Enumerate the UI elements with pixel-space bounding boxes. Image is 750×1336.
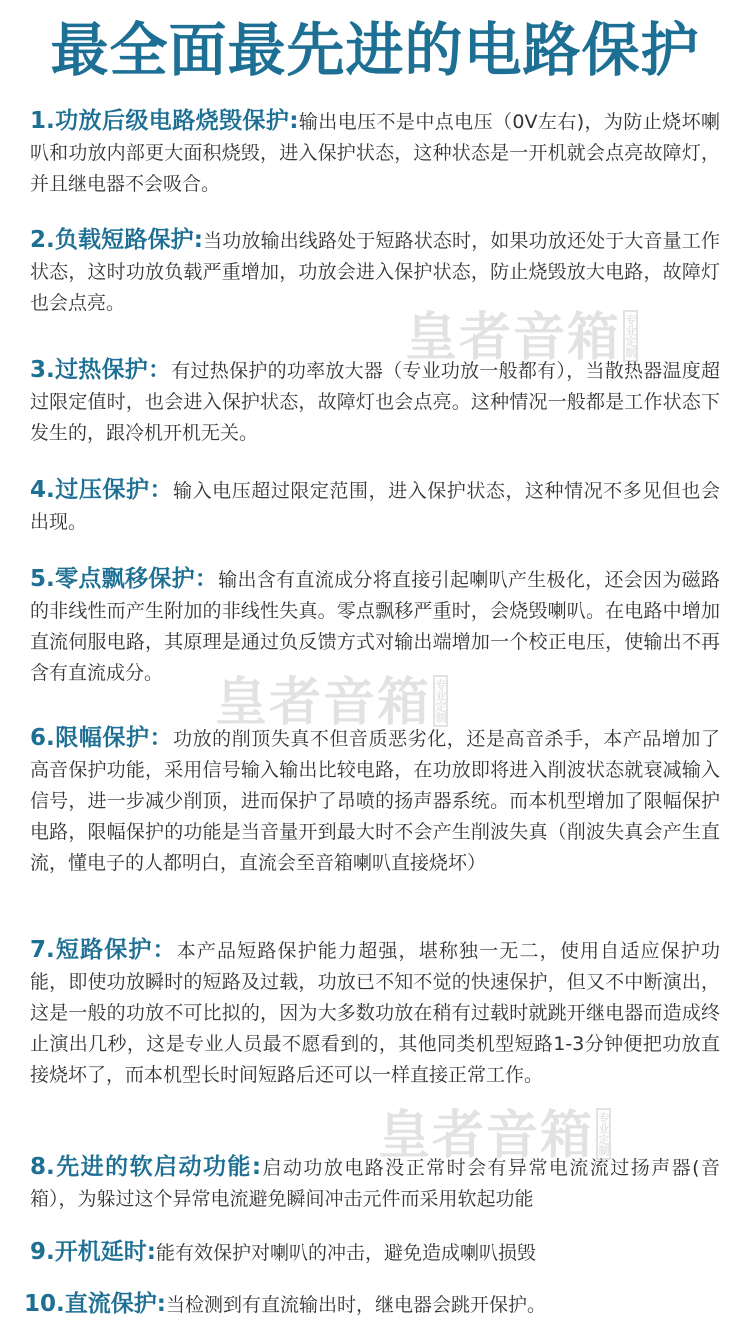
- item-description: 有过热保护的功率放大器（专业功放一般都有），当散热器温度超过限定值时，也会进入保护状态，故障灯也会点亮。这种情况一般都是工作状态下发生的，跟冷机开机无关。: [30, 360, 720, 444]
- item-heading: 6.限幅保护：: [30, 725, 174, 751]
- item-heading: 5.零点飘移保护：: [30, 566, 219, 592]
- item-heading: 7.短路保护：: [30, 937, 177, 963]
- item-description: 输出含有直流成分将直接引起喇叭产生极化，还会因为磁路的非线性而产生附加的非线性失真。零点飘移严重时，会烧毁喇叭。在电路中增加直流伺服电路，其原理是通过负反馈方式对输出端增加一个校正电压，使输出不再含有直流成分。: [30, 569, 720, 684]
- watermark-badge: 专业定制: [433, 675, 448, 727]
- protection-item-4: [30, 475, 720, 538]
- item-heading: 2.负载短路保护:: [30, 227, 203, 253]
- watermark-text: 皇者音箱: [215, 673, 432, 733]
- item-heading: 3.过热保护：: [30, 357, 172, 383]
- item-heading: 4.过压保护：: [30, 477, 174, 503]
- protection-item-5: [30, 564, 720, 689]
- item-description: 输入电压超过限定范围，进入保护状态，这种情况不多见但也会出现。: [30, 480, 720, 533]
- page-title: 最全面最先进的电路保护: [50, 16, 700, 84]
- item-description: 本产品短路保护能力超强，堪称独一无二，使用自适应保护功能，即使功放瞬时的短路及过载，功放已不知不觉的快速保护，但又不中断演出，这是一般的功放不可比拟的，因为大多数功放在稍有过载时就跳开继电器而造成终止演出几秒，这是专业人员最不愿看到的，其他同类机型短路1-3分钟便把功放直接烧坏了，而本机型长时间短路后还可以一样直接正常工作。: [30, 940, 720, 1086]
- item-heading: 9.开机延时:: [30, 1239, 156, 1265]
- protection-item-6: [30, 723, 720, 879]
- item-heading: 1.功放后级电路烧毁保护:: [30, 108, 299, 134]
- watermark-text: 皇者音箱: [405, 308, 622, 368]
- watermark-badge: 专业定制: [596, 1108, 611, 1160]
- item-description: 启动功放电路没正常时会有异常电流流过扬声器(音箱），为躲过这个异常电流避免瞬间冲击元件而采用软起功能: [30, 1157, 720, 1210]
- item-description: 当功放输出线路处于短路状态时，如果功放还处于大音量工作状态，这时功放负载严重增加，功放会进入保护状态，防止烧毁放大电路，故障灯也会点亮。: [30, 230, 720, 314]
- protection-item-3: [30, 355, 720, 449]
- item-heading: 8.先进的软启动功能:: [30, 1154, 262, 1180]
- protection-item-10: [24, 1289, 720, 1321]
- protection-item-9: [30, 1237, 720, 1269]
- item-heading: 10.直流保护:: [24, 1291, 166, 1317]
- protection-item-7: [30, 935, 720, 1091]
- watermark-text: 皇者音箱: [378, 1106, 595, 1166]
- item-description: 能有效保护对喇叭的冲击，避免造成喇叭损毁: [155, 1242, 536, 1264]
- item-description: 输出电压不是中点电压（0V左右)，为防止烧坏喇叭和功放内部更大面积烧毁，进入保护状态，这种状态是一开机就会点亮故障灯，并且继电器不会吸合。: [30, 111, 720, 195]
- protection-item-2: [30, 225, 720, 319]
- item-description: 功放的削顶失真不但音质恶劣化，还是高音杀手，本产品增加了高音保护功能，采用信号输入输出比较电路，在功放即将进入削波状态就衰减输入信号，进一步减少削顶，进而保护了昂喷的扬声器系统。而本机型增加了限幅保护电路，限幅保护的功能是当音量开到最大时不会产生削波失真（削波失真会产生直流，懂电子的人都明白，直流会至音箱喇叭直接烧坏）: [30, 728, 720, 874]
- watermark-badge: 专业定制: [623, 310, 638, 362]
- protection-item-1: [30, 106, 720, 200]
- protection-item-8: [30, 1152, 720, 1215]
- item-description: 当检测到有直流输出时，继电器会跳开保护。: [165, 1294, 546, 1316]
